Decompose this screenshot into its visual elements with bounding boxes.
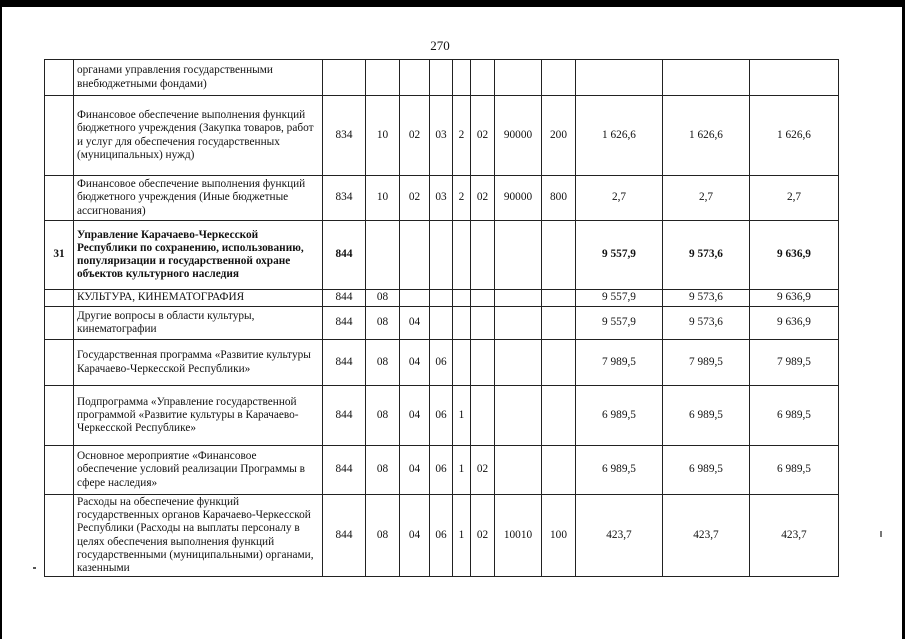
code-activity	[471, 60, 495, 96]
table-row	[45, 307, 839, 340]
amount-year-1: 423,7	[576, 495, 663, 577]
amount-year-2: 2,7	[663, 176, 750, 221]
code-section: 10	[366, 96, 400, 176]
table-row	[45, 96, 839, 176]
code-activity	[471, 340, 495, 386]
amount-year-3: 7 989,5	[750, 340, 839, 386]
amount-year-1: 2,7	[576, 176, 663, 221]
row-name: Финансовое обеспечение выполнения функций бюджетного учреждения (Закупка товаров, работ и услуг для обеспечения государственных (муниципальных) нужд)	[74, 96, 323, 176]
code-subsection: 02	[400, 96, 430, 176]
code-direction	[495, 60, 542, 96]
amount-year-3: 9 636,9	[750, 307, 839, 340]
amount-year-3: 9 636,9	[750, 290, 839, 307]
code-subprogram	[453, 290, 471, 307]
code-subsection	[400, 290, 430, 307]
code-gov: 844	[323, 340, 366, 386]
code-section: 08	[366, 307, 400, 340]
code-section: 10	[366, 176, 400, 221]
amount-year-1: 7 989,5	[576, 340, 663, 386]
code-subsection: 04	[400, 495, 430, 577]
code-direction	[495, 446, 542, 495]
amount-year-3: 1 626,6	[750, 96, 839, 176]
code-expense-type	[542, 340, 576, 386]
row-index: 31	[45, 221, 74, 290]
code-direction: 10010	[495, 495, 542, 577]
code-activity: 02	[471, 495, 495, 577]
code-subprogram: 1	[453, 386, 471, 446]
row-index	[45, 340, 74, 386]
code-expense-type	[542, 60, 576, 96]
code-section	[366, 221, 400, 290]
code-gov: 844	[323, 495, 366, 577]
amount-year-2: 1 626,6	[663, 96, 750, 176]
table-row	[45, 340, 839, 386]
row-name: Государственная программа «Развитие культуры Карачаево-Черкесской Республики»	[74, 340, 323, 386]
code-expense-type	[542, 307, 576, 340]
code-gov: 834	[323, 96, 366, 176]
scan-border-top	[0, 0, 905, 7]
code-expense-type: 800	[542, 176, 576, 221]
code-section: 08	[366, 495, 400, 577]
amount-year-1: 9 557,9	[576, 221, 663, 290]
code-subprogram: 2	[453, 176, 471, 221]
amount-year-2: 9 573,6	[663, 221, 750, 290]
code-subsection: 04	[400, 446, 430, 495]
code-activity: 02	[471, 96, 495, 176]
code-section: 08	[366, 446, 400, 495]
code-subprogram: 1	[453, 495, 471, 577]
page-number: 270	[430, 38, 450, 53]
code-direction	[495, 340, 542, 386]
code-subprogram	[453, 60, 471, 96]
code-gov: 834	[323, 176, 366, 221]
amount-year-3: 423,7	[750, 495, 839, 577]
code-section: 08	[366, 340, 400, 386]
code-gov: 844	[323, 386, 366, 446]
code-gov: 844	[323, 446, 366, 495]
amount-year-1: 6 989,5	[576, 386, 663, 446]
code-subprogram	[453, 307, 471, 340]
code-direction	[495, 290, 542, 307]
row-index	[45, 60, 74, 96]
code-subprogram	[453, 340, 471, 386]
code-subprogram: 1	[453, 446, 471, 495]
code-direction: 90000	[495, 176, 542, 221]
table-row	[45, 221, 839, 290]
code-subsection: 04	[400, 340, 430, 386]
row-name: Другие вопросы в области культуры, кинематографии	[74, 307, 323, 340]
code-expense-type	[542, 386, 576, 446]
code-subsection	[400, 221, 430, 290]
amount-year-2: 7 989,5	[663, 340, 750, 386]
code-expense-type	[542, 221, 576, 290]
code-gov	[323, 60, 366, 96]
amount-year-1: 1 626,6	[576, 96, 663, 176]
amount-year-2: 6 989,5	[663, 386, 750, 446]
code-program: 03	[430, 96, 453, 176]
row-name: Подпрограмма «Управление государственной программой «Развитие культуры в Карачаево-Черкесской Республике»	[74, 386, 323, 446]
budget-table	[44, 59, 839, 577]
code-program	[430, 290, 453, 307]
code-subsection: 02	[400, 176, 430, 221]
code-section: 08	[366, 386, 400, 446]
row-index	[45, 176, 74, 221]
table-row	[45, 495, 839, 577]
code-subsection: 04	[400, 386, 430, 446]
amount-year-3: 2,7	[750, 176, 839, 221]
code-activity	[471, 386, 495, 446]
stray-mark	[33, 567, 36, 569]
amount-year-1: 6 989,5	[576, 446, 663, 495]
code-activity	[471, 290, 495, 307]
amount-year-3	[750, 60, 839, 96]
row-index	[45, 446, 74, 495]
code-gov: 844	[323, 221, 366, 290]
row-name: Основное мероприятие «Финансовое обеспечение условий реализации Программы в сфере наследия»	[74, 446, 323, 495]
code-activity	[471, 221, 495, 290]
table-row	[45, 446, 839, 495]
code-expense-type: 100	[542, 495, 576, 577]
amount-year-2: 9 573,6	[663, 290, 750, 307]
scan-border-left	[0, 0, 2, 639]
amount-year-1: 9 557,9	[576, 290, 663, 307]
code-section	[366, 60, 400, 96]
code-activity: 02	[471, 446, 495, 495]
code-gov: 844	[323, 290, 366, 307]
table-row	[45, 176, 839, 221]
amount-year-3: 9 636,9	[750, 221, 839, 290]
row-index	[45, 96, 74, 176]
code-program: 06	[430, 386, 453, 446]
row-index	[45, 290, 74, 307]
code-direction	[495, 307, 542, 340]
row-name: КУЛЬТУРА, КИНЕМАТОГРАФИЯ	[74, 290, 323, 307]
amount-year-1	[576, 60, 663, 96]
code-program: 06	[430, 495, 453, 577]
code-activity	[471, 307, 495, 340]
row-name: Расходы на обеспечение функций государственных органов Карачаево-Черкесской Республики (Расходы на выплаты персоналу в целях обеспечения выполнения функций государственными (муниципальными) органами, казенными	[74, 495, 323, 577]
code-program: 03	[430, 176, 453, 221]
code-program: 06	[430, 446, 453, 495]
code-direction: 90000	[495, 96, 542, 176]
code-expense-type	[542, 446, 576, 495]
code-program: 06	[430, 340, 453, 386]
row-index	[45, 307, 74, 340]
code-expense-type: 200	[542, 96, 576, 176]
row-name: Управление Карачаево-Черкесской Республики по сохранению, использованию, популяризации и государственной охране объектов культурного наследия	[74, 221, 323, 290]
row-name: органами управления государственными внебюджетными фондами)	[74, 60, 323, 96]
table-row	[45, 386, 839, 446]
amount-year-2: 6 989,5	[663, 446, 750, 495]
table-row	[45, 290, 839, 307]
amount-year-2: 423,7	[663, 495, 750, 577]
row-index	[45, 386, 74, 446]
code-subsection	[400, 60, 430, 96]
row-name: Финансовое обеспечение выполнения функций бюджетного учреждения (Иные бюджетные ассигнования)	[74, 176, 323, 221]
margin-tick	[880, 531, 882, 537]
amount-year-3: 6 989,5	[750, 386, 839, 446]
amount-year-1: 9 557,9	[576, 307, 663, 340]
code-subsection: 04	[400, 307, 430, 340]
table-row	[45, 60, 839, 96]
code-program	[430, 60, 453, 96]
code-gov: 844	[323, 307, 366, 340]
code-activity: 02	[471, 176, 495, 221]
code-section: 08	[366, 290, 400, 307]
amount-year-3: 6 989,5	[750, 446, 839, 495]
row-index	[45, 495, 74, 577]
code-subprogram: 2	[453, 96, 471, 176]
amount-year-2	[663, 60, 750, 96]
code-expense-type	[542, 290, 576, 307]
code-subprogram	[453, 221, 471, 290]
code-direction	[495, 221, 542, 290]
code-program	[430, 307, 453, 340]
code-direction	[495, 386, 542, 446]
amount-year-2: 9 573,6	[663, 307, 750, 340]
code-program	[430, 221, 453, 290]
